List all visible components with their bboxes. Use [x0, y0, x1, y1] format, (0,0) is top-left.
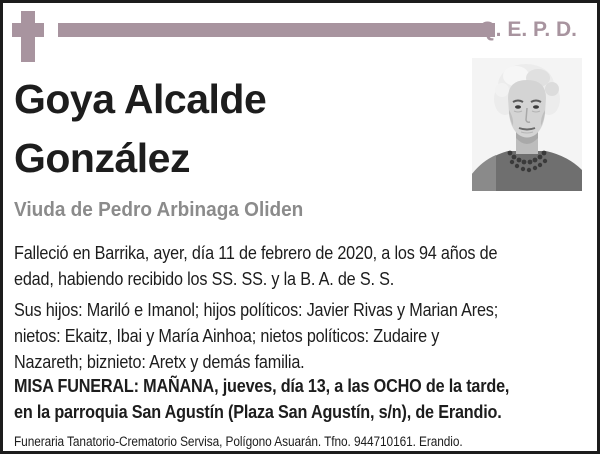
qepd-label: Q. E. P. D. [479, 18, 577, 41]
family-line: Sus hijos: Mariló e Imanol; hijos políticos: Javier Rivas y Marian Ares; [14, 300, 499, 320]
deceased-name-line: González [14, 135, 190, 181]
deceased-name-line: Goya Alcalde [14, 76, 267, 122]
cross-icon [12, 11, 44, 62]
deceased-name [14, 70, 266, 188]
family-line: nietos: Ekaitz, Ibai y María Ainhoa; nietos políticos: Zudaire y [14, 326, 440, 346]
portrait-illustration [472, 58, 582, 191]
family-line: Nazareth; biznieto: Aretx y demás familia. [14, 352, 305, 372]
relation-subtitle: Viuda de Pedro Arbinaga Oliden [14, 199, 304, 221]
funeral-mass-line: MISA FUNERAL: MAÑANA, jueves, día 13, a las OCHO de la tarde, [14, 376, 510, 396]
portrait-photo [472, 58, 582, 191]
death-notice-line: Falleció en Barrika, ayer, día 11 de febrero de 2020, a los 94 años de [14, 243, 498, 263]
funeral-home-info: Funeraria Tanatorio-Crematorio Servisa, Polígono Asuarán. Tfno. 944710161. Erandio. [14, 434, 463, 449]
death-notice-line: edad, habiendo recibido los SS. SS. y la B. A. de S. S. [14, 269, 395, 289]
funeral-mass-paragraph [14, 373, 509, 425]
family-paragraph [14, 297, 498, 375]
death-notice-paragraph [14, 240, 497, 292]
header-rule-bar [58, 23, 495, 37]
cross-horizontal-arm [12, 23, 44, 37]
funeral-mass-line: en la parroquia San Agustín (Plaza San Agustín, s/n), de Erandio. [14, 402, 502, 422]
